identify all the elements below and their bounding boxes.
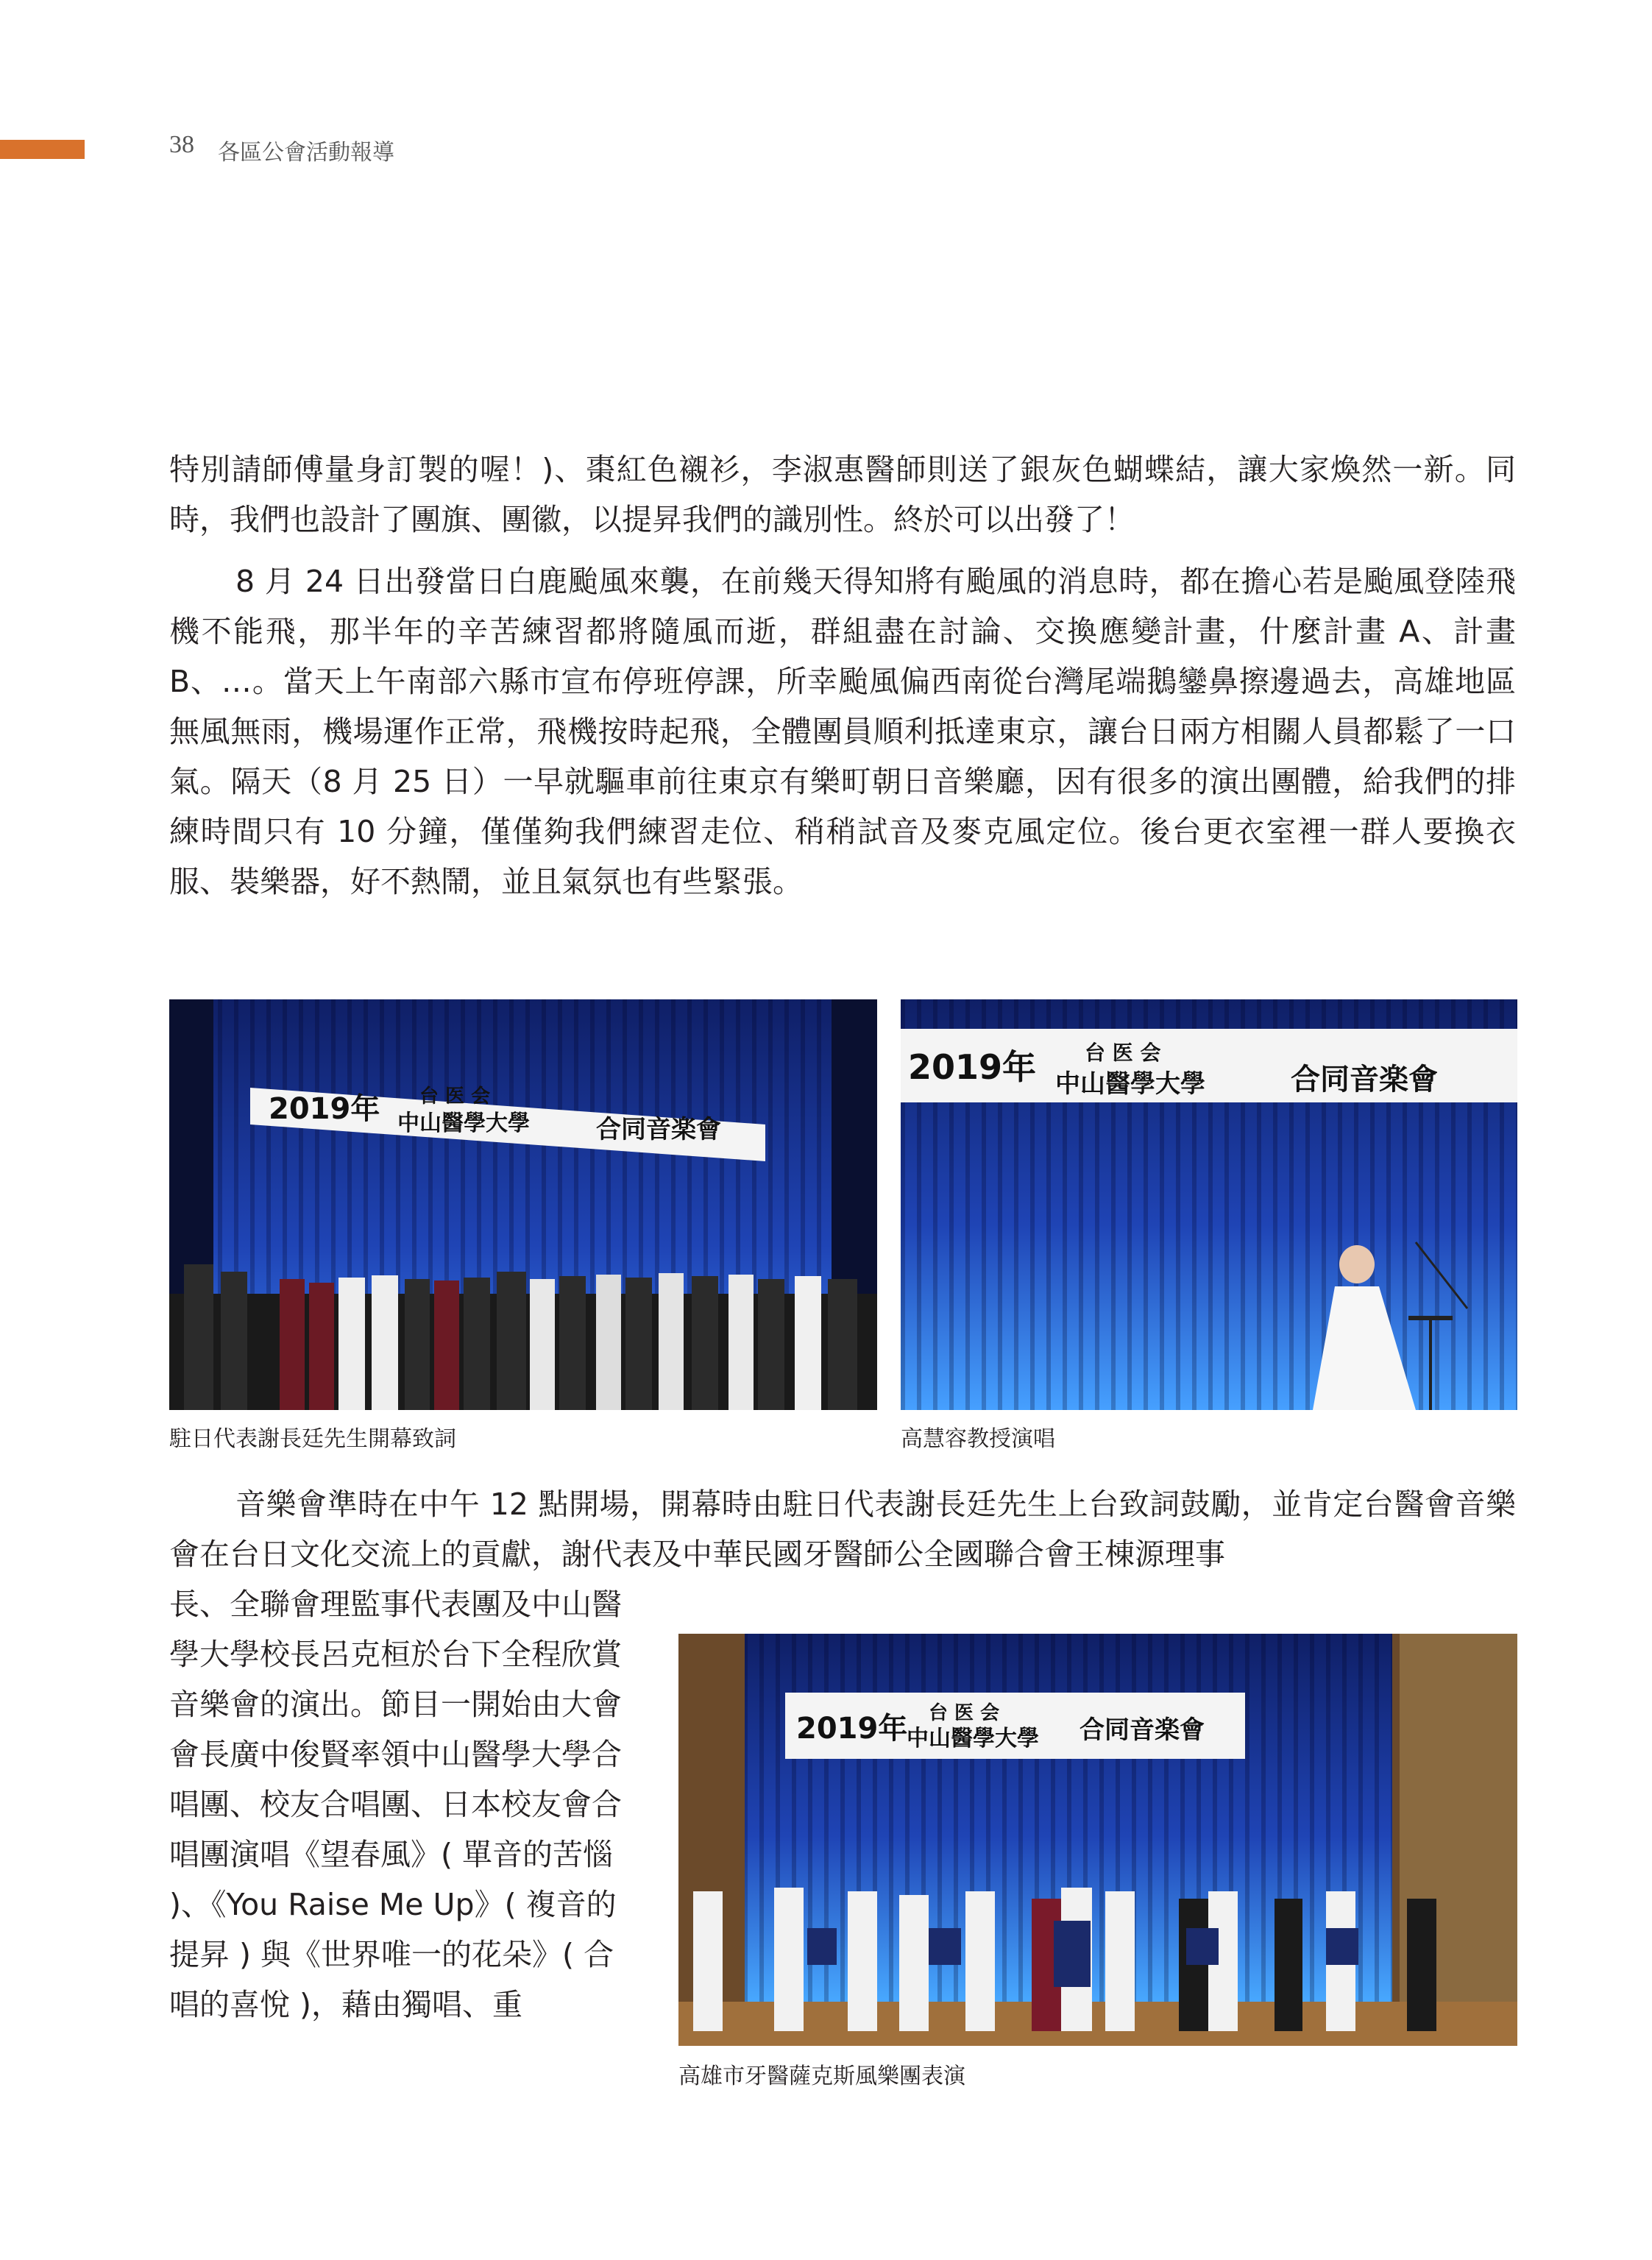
banner-year-3: 2019年 bbox=[796, 1712, 908, 1746]
banner-year-2: 2019年 bbox=[908, 1047, 1037, 1087]
header-accent-bar bbox=[0, 140, 85, 159]
page-number: 38 bbox=[169, 131, 194, 158]
banner-top-2: 台 医 会 bbox=[1085, 1041, 1161, 1065]
banner-concert-2: 合同音楽會 bbox=[1291, 1063, 1438, 1097]
caption-photo-1: 駐日代表謝長廷先生開幕致詞 bbox=[169, 1426, 456, 1452]
paragraph-2: 8 月 24 日出發當日白鹿颱風來襲，在前幾天得知將有颱風的消息時，都在擔心若是颱風登陸飛機不能飛，那半年的辛苦練習都將隨風而逝，群組盡在討論、交換應變計畫，什麼計畫 A、計畫 B、…。當天上午南部六縣市宣布停班停課，所幸颱風偏西南從台灣尾端鵝鑾鼻擦邊過去，高雄地區無風無雨，機場運作正常，飛機按時起飛，全體團員順利抵達東京，讓台日兩方相關人員都鬆了一口氣。隔天（8 月 25 日）一早就驅車前往東京有樂町朝日音樂廳，因有很多的演出團體，給我們的排練時間只有 10 分鐘，僅僅夠我們練習走位、稍稍試音及麥克風定位。後台更衣室裡一群人要換衣服、裝樂器，好不熱鬧，並且氣氛也有些緊張。 bbox=[169, 564, 1516, 899]
banner-top-3: 台 医 会 bbox=[929, 1702, 1000, 1724]
photo-opening-speech bbox=[169, 999, 877, 1410]
banner-bottom-3: 中山醫學大學 bbox=[907, 1726, 1039, 1751]
photo-soloist bbox=[901, 999, 1517, 1410]
paragraph-1: 特別請師傅量身訂製的喔！)、棗紅色襯衫，李淑惠醫師則送了銀灰色蝴蝶結，讓大家煥然一新。同時，我們也設計了團旗、團徽，以提昇我們的識別性。終於可以出發了！ bbox=[169, 452, 1516, 537]
section-title: 各區公會活動報導 bbox=[218, 140, 394, 166]
photo-saxophone-band bbox=[678, 1634, 1517, 2046]
banner-year: 2019年 bbox=[269, 1092, 380, 1126]
paragraph-3-full: 音樂會準時在中午 12 點開場，開幕時由駐日代表謝長廷先生上台致詞鼓勵，並肯定台醫會音樂會在台日文化交流上的貢獻，謝代表及中華民國牙醫師公全國聯合會王棟源理事 bbox=[169, 1487, 1516, 1572]
banner-concert-3: 合同音楽會 bbox=[1080, 1715, 1205, 1745]
banner-bottom: 中山醫學大學 bbox=[397, 1110, 530, 1136]
caption-photo-3: 高雄市牙醫薩克斯風樂團表演 bbox=[678, 2064, 965, 2089]
banner-concert: 合同音楽會 bbox=[596, 1115, 721, 1144]
paragraph-3-narrow: 長、全聯會理監事代表團及中山醫學大學校長呂克桓於台下全程欣賞音樂會的演出。節目一開始由大會會長廣中俊賢率領中山醫學大學合唱團、校友合唱團、日本校友會合唱團演唱《望春風》( 單音的苦惱 )、《You Raise Me Up》( 複音的提昇 ) 與《世界唯一的花朵》( 合唱的喜悅 )，藉由獨唱、重 bbox=[169, 1587, 622, 2022]
caption-photo-2: 高慧容教授演唱 bbox=[901, 1426, 1055, 1452]
banner-top: 台 医 会 bbox=[419, 1085, 491, 1108]
banner-bottom-2: 中山醫學大學 bbox=[1055, 1069, 1205, 1099]
